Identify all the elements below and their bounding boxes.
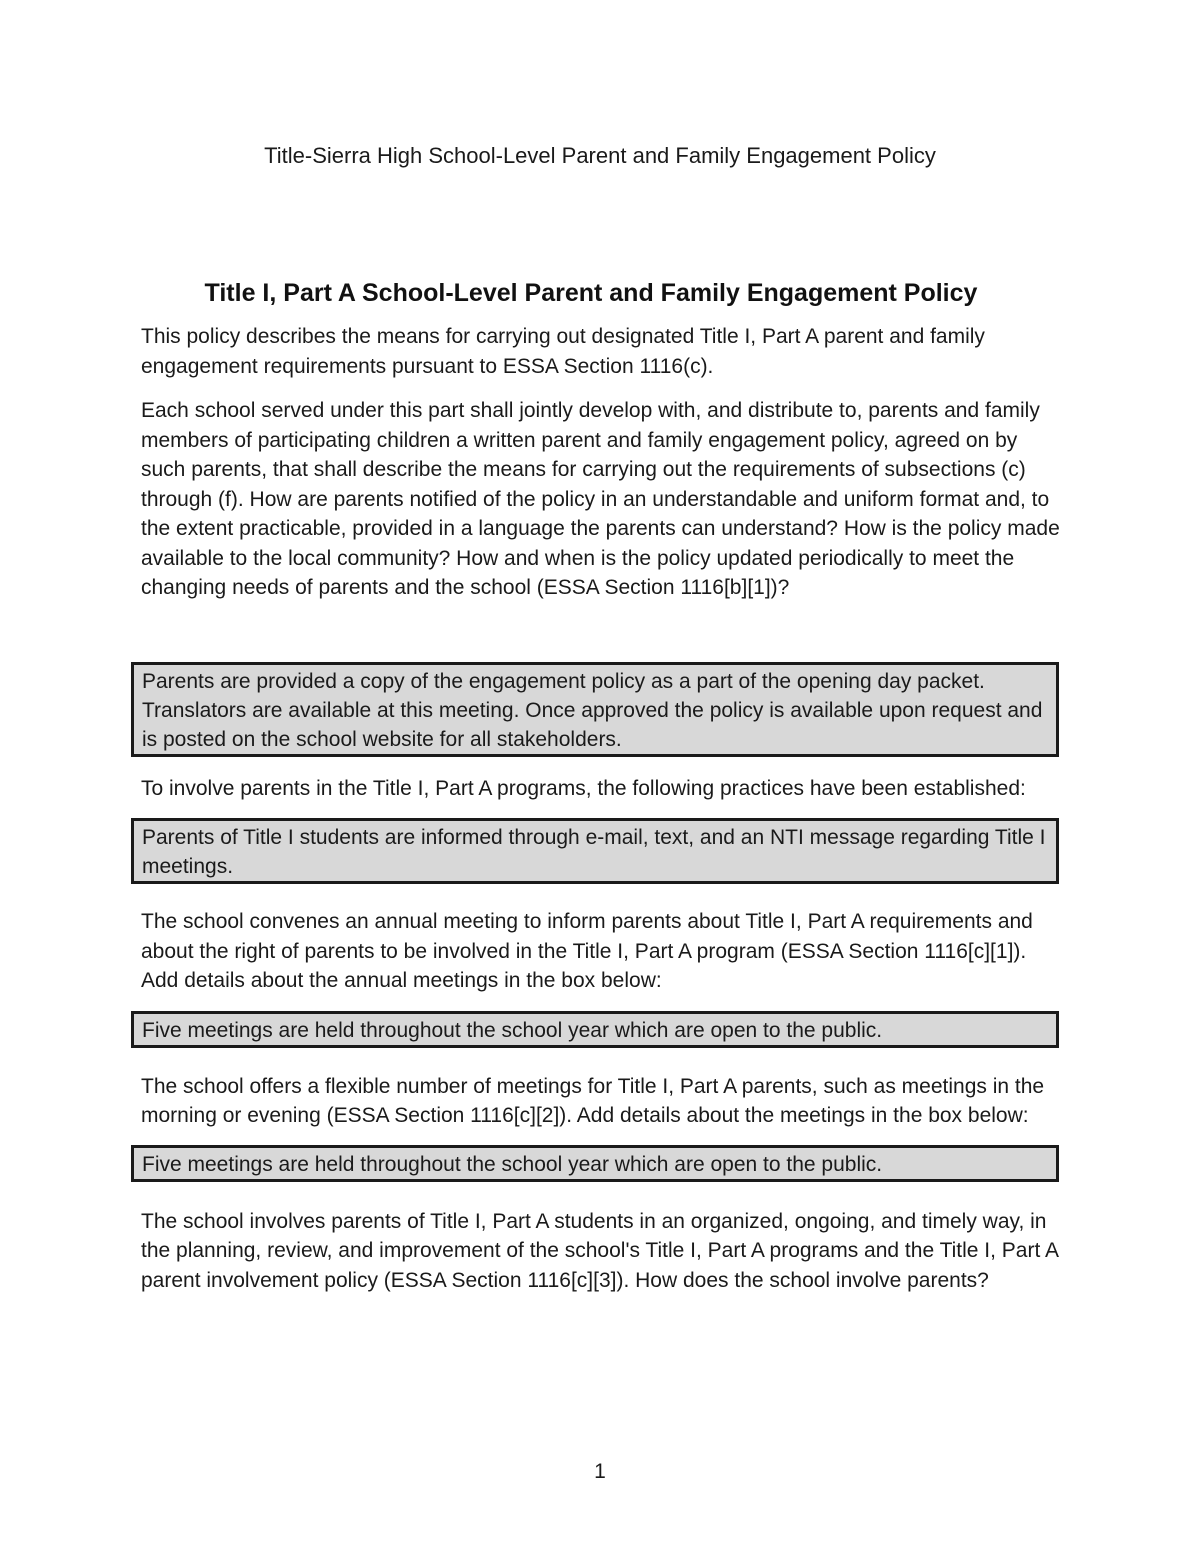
- answer-box-2[interactable]: Parents of Title I students are informed through e-mail, text, and an NTI message regarding Title I meetings.: [131, 818, 1059, 884]
- answer-box-4[interactable]: Five meetings are held throughout the school year which are open to the public.: [131, 1145, 1059, 1182]
- page-number: 1: [594, 1460, 606, 1483]
- policy-paragraph-4: The school offers a flexible number of meetings for Title I, Part A parents, such as meetings in the morning or evening (ESSA Section 1116[c][2]). Add details about the meetings in the box below:: [141, 1074, 1045, 1127]
- running-header: Title-Sierra High School-Level Parent and Family Engagement Policy: [264, 143, 936, 168]
- document-body: [141, 278, 1061, 1295]
- answer-box-3[interactable]: Five meetings are held throughout the school year which are open to the public.: [131, 1011, 1059, 1048]
- policy-paragraph-5: The school involves parents of Title I, Part A students in an organized, ongoing, and timely way, in the planning, review, and improvement of the school's Title I, Part A programs and the Title I, Part A parent involvement policy (ESSA Section 1116[c][3]). How does the school involve parents?: [141, 1209, 1058, 1292]
- policy-paragraph-3: The school convenes an annual meeting to inform parents about Title I, Part A requirements and about the right of parents to be involved in the Title I, Part A program (ESSA Section 1116[c][1]). Add details about the annual meetings in the box below:: [141, 910, 1033, 992]
- answer-box-1[interactable]: Parents are provided a copy of the engagement policy as a part of the opening day packet. Translators are available at this meeting. Once approved the policy is available upon request and is posted on the school website for all stakeholders.: [131, 662, 1059, 757]
- document-title: Title I, Part A School-Level Parent and Family Engagement Policy: [204, 279, 978, 307]
- policy-paragraph-2: To involve parents in the Title I, Part A programs, the following practices have been established:: [141, 776, 1026, 800]
- policy-paragraph-1: Each school served under this part shall jointly develop with, and distribute to, parents and family members of participating children a written parent and family engagement policy, agreed on by such parents, that shall describe the means for carrying out the requirements of subsections (c) through (f). How are parents notified of the policy in an understandable and uniform format and, to the extent practicable, provided in a language the parents can understand? How is the policy made available to the local community? How and when is the policy updated periodically to meet the changing needs of parents and the school (ESSA Section 1116[b][1])?: [141, 399, 1060, 599]
- intro-paragraph: This policy describes the means for carrying out designated Title I, Part A parent and family engagement requirements pursuant to ESSA Section 1116(c).: [141, 325, 985, 378]
